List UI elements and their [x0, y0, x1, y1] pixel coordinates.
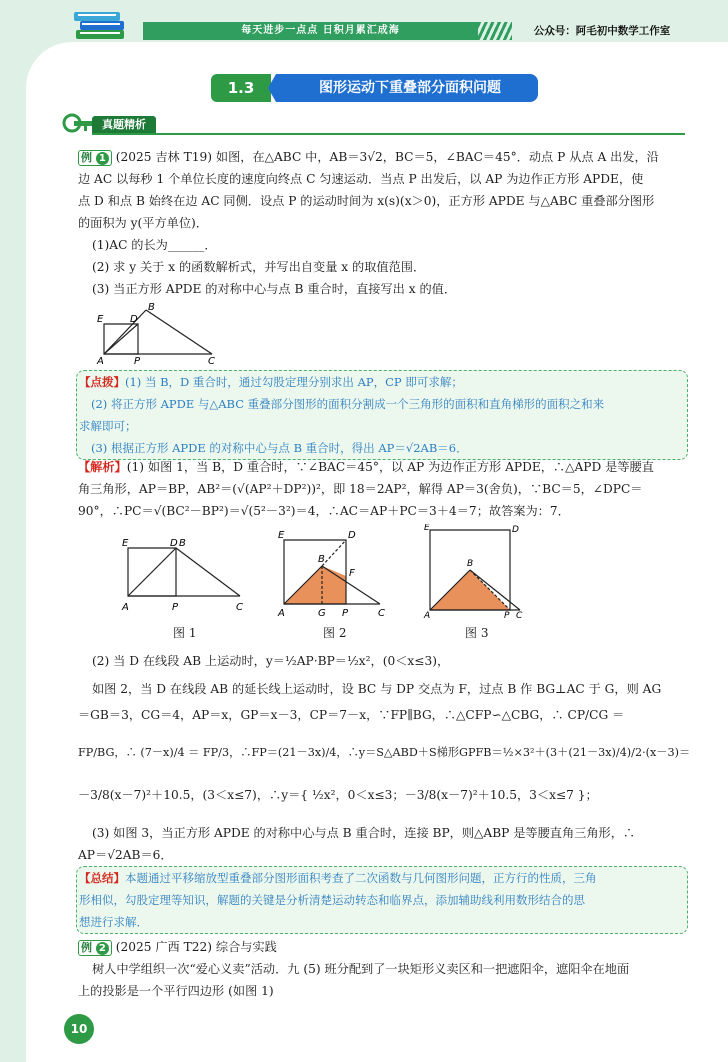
svg-text:A: A — [122, 602, 129, 613]
svg-text:B: B — [148, 302, 155, 313]
ex2-badge: 例 2 — [78, 940, 112, 956]
svg-text:D: D — [130, 314, 138, 325]
ex2-line-2: 上的投影是一个平行四边形 (如图 1) — [78, 984, 274, 998]
ex1-line-2: 点 D 和点 B 始终在边 AC 同侧．设点 P 的运动时间为 x(s)(x＞0)，正方形 APDE 与△ABC 重叠部分图形 — [78, 194, 655, 208]
svg-text:P: P — [504, 611, 510, 618]
ex1-badge: 例 1 — [78, 150, 112, 166]
svg-text:E: E — [97, 314, 104, 325]
svg-text:B: B — [467, 559, 474, 569]
svg-text:P: P — [172, 602, 179, 613]
figure-1-caption: 图 1 — [173, 626, 197, 640]
figure-2-caption: 图 2 — [323, 626, 347, 640]
ex2-line-1: 树人中学组织一次“爱心义卖”活动．九 (5) 班分配到了一块矩形义卖区和一把遮阳伞，遮阳伞在地面 — [92, 962, 630, 976]
summary-line-1: 形相似，勾股定理等知识，解题的关键是分析清楚运动转态和临界点，添加辅助线利用数形结合的思 — [79, 893, 585, 907]
sol2-line-3: FP/BG，∴ (7－x)/4 ＝ FP/3，∴FP＝(21－3x)/4，∴y＝S△ABD＋S梯形GPFB＝½×3²＋(3＋(21－3x)/4)/2·(x－3)＝ — [78, 746, 691, 759]
ex1-figure — [94, 302, 224, 366]
tip-box — [76, 370, 688, 460]
sol-line-1: 角三角形，AP＝BP，AB²＝(√(AP²＋DP²))²，即 18＝2AP²，解得 AP＝3(舍负)，∵BC＝5，∠DPC＝ — [78, 482, 643, 496]
books-icon — [70, 6, 132, 44]
sol-line-2: 90°，∴PC＝√(BC²－BP²)＝√(5²－3²)＝4，∴AC＝AP＋PC＝3＋4＝7；故答案为：7． — [78, 504, 570, 518]
ex1-line-3: 的面积为 y(平方单位)． — [78, 216, 208, 230]
sol3-line-0: (3) 如图 3，当正方形 APDE 的对称中心与点 B 重合时，连接 BP，则△ABP 是等腰直角三角形，∴ — [92, 826, 636, 840]
tip-line-3: (3) 根据正方形 APDE 的对称中心与点 B 重合时，得出 AP＝√2AB＝6． — [91, 441, 468, 455]
svg-text:A: A — [424, 611, 431, 618]
ex1-q2: (2) 求 y 关于 x 的函数解析式，并写出自变量 x 的取值范围． — [92, 260, 426, 274]
svg-text:G: G — [318, 608, 326, 618]
svg-text:F: F — [349, 568, 355, 579]
svg-text:C: C — [236, 602, 243, 613]
svg-text:E: E — [122, 538, 129, 549]
sol2-line-4: －3/8(x－7)²＋10.5，(3＜x≤7)，∴y＝{ ½x²，0＜x≤3；－3/8(x－7)²＋10.5，3＜x≤7 }； — [78, 788, 598, 802]
svg-text:E: E — [424, 524, 430, 533]
svg-text:C: C — [516, 611, 523, 618]
svg-text:P: P — [134, 356, 141, 366]
sol2-line-2: ＝GB＝3，CG＝4，AP＝x，GP＝x－3，CP＝7－x，∵FP∥BG，∴△CFP∽△CBG，∴ CP/CG ＝ — [78, 708, 625, 722]
ex1-line-1: 边 AC 以每秒 1 个单位长度的速度向终点 C 匀速运动．当点 P 出发后，以 AP 为边作正方形 APDE，使 — [78, 172, 644, 186]
summary-box — [76, 866, 688, 934]
tip-line-0: 【点拨】(1) 当 B，D 重合时，通过勾股定理分别求出 AP，CP 即可求解； — [79, 375, 463, 389]
sol-line-0: 【解析】(1) 如图 1，当 B，D 重合时，∵∠BAC＝45°，以 AP 为边作正方形 APDE，∴△APD 是等腰直 — [78, 460, 654, 474]
tip-line-2: 求解即可； — [79, 419, 137, 433]
svg-text:A: A — [97, 356, 104, 366]
svg-text:P: P — [342, 608, 349, 618]
svg-text:D: D — [170, 538, 178, 549]
ex2-line-0: 例 2 (2025 广西 T22) 综合与实践 — [78, 936, 277, 958]
ex1-line-0: 例 1 (2025 吉林 T19) 如图，在△ABC 中，AB＝3√2，BC＝5，∠BAC＝45°．动点 P 从点 A 出发，沿 — [78, 146, 659, 168]
sol2-line-0: (2) 当 D 在线段 AB 上运动时，y＝½AP·BP＝½x²，(0＜x≤3)， — [92, 654, 450, 668]
summary-line-2: 想进行求解． — [79, 915, 148, 929]
tip-line-1: (2) 将正方形 APDE 与△ABC 重叠部分图形的面积分割成一个三角形的面积和直角梯形的面积之和来 — [91, 397, 605, 411]
svg-text:B: B — [318, 554, 325, 565]
svg-text:B: B — [179, 538, 186, 549]
section-title: 图形运动下重叠部分面积问题 — [282, 74, 538, 102]
sol2-line-1: 如图 2，当 D 在线段 AB 的延长线上运动时，设 BC 与 DP 交点为 F，过点 B 作 BG⊥AC 于 G，则 AG — [92, 682, 662, 696]
figure-3 — [422, 524, 534, 618]
header-slogan: 每天进步一点点 日积月累汇成海 — [143, 22, 498, 40]
header-stripes — [478, 22, 512, 40]
summary-line-0: 【总结】本题通过平移缩放型重叠部分图形面积考查了二次函数与几何图形问题，正方行的性质，三角 — [79, 871, 597, 885]
figure-2 — [276, 528, 396, 618]
svg-text:A: A — [278, 608, 285, 618]
sol3-line-1: AP＝√2AB＝6． — [78, 848, 173, 862]
svg-text:E: E — [278, 530, 285, 541]
zhenti-rule — [92, 133, 685, 135]
page-number: 10 — [64, 1014, 94, 1044]
svg-text:D: D — [348, 530, 356, 541]
ex1-q3: (3) 当正方形 APDE 的对称中心与点 B 重合时，直接写出 x 的值． — [92, 282, 457, 296]
svg-text:D: D — [512, 525, 519, 535]
ex1-q1: (1)AC 的长为______． — [92, 238, 217, 252]
svg-text:C: C — [208, 356, 215, 366]
svg-text:C: C — [378, 608, 385, 618]
lock-icon — [62, 110, 92, 136]
section-number: 1.3 — [211, 74, 271, 102]
zhenti-label: 真题精析 — [92, 116, 156, 133]
figure-3-caption: 图 3 — [465, 626, 489, 640]
figure-1 — [118, 532, 252, 618]
header-account: 公众号：阿毛初中数学工作室 — [512, 22, 692, 40]
